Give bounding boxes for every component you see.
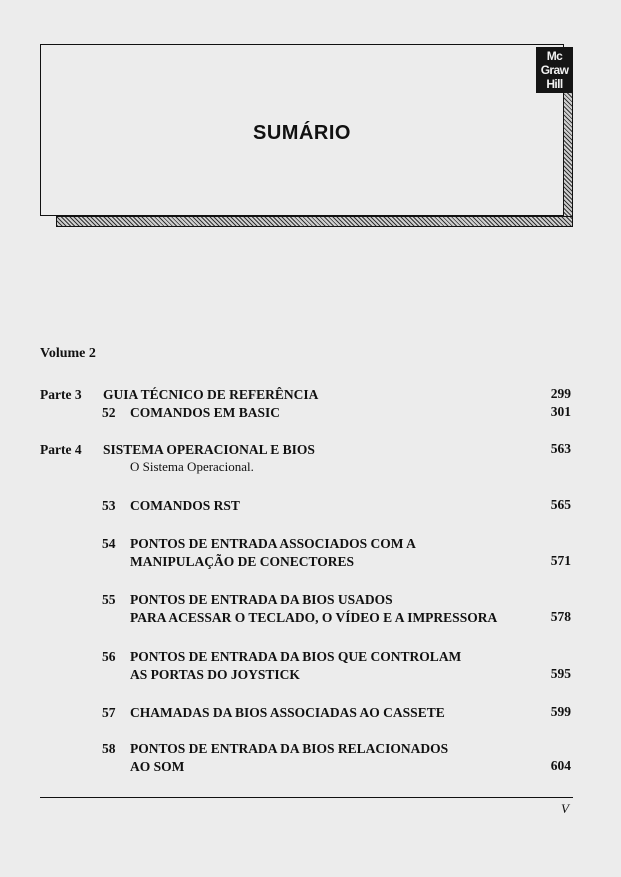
chapter-number: 55 — [102, 592, 116, 607]
page-title: SUMÁRIO — [253, 122, 351, 144]
folio: V — [561, 801, 569, 816]
page-number: 565 — [550, 497, 571, 512]
chapter-number: 57 — [102, 705, 116, 720]
header-shadow-bottom — [56, 216, 573, 227]
page-number: 604 — [550, 758, 571, 773]
volume-label: Volume 2 — [40, 346, 96, 361]
part-title: SISTEMA OPERACIONAL E BIOS — [103, 442, 315, 457]
chapter-title: PONTOS DE ENTRADA DA BIOS QUE CONTROLAM — [130, 649, 462, 664]
chapter-title-cont: MANIPULAÇÃO DE CONECTORES — [130, 554, 355, 569]
chapter-title-cont: AS PORTAS DO JOYSTICK — [130, 667, 300, 682]
chapter-title: PONTOS DE ENTRADA DA BIOS RELACIONADOS — [130, 741, 449, 756]
logo-line: Hill — [546, 77, 563, 91]
chapter-title: COMANDOS RST — [130, 498, 240, 513]
chapter-number: 58 — [102, 741, 116, 756]
chapter-title: PONTOS DE ENTRADA ASSOCIADOS COM A — [130, 536, 416, 551]
part-subtitle: O Sistema Operacional. — [130, 459, 254, 474]
logo-line: Graw — [540, 63, 569, 77]
part-label: Parte 4 — [40, 442, 82, 457]
header-shadow-right — [563, 92, 573, 227]
logo-line: Mc — [546, 49, 563, 63]
chapter-title: COMANDOS EM BASIC — [130, 405, 281, 420]
page-number: 599 — [550, 704, 571, 719]
chapter-number: 52 — [102, 405, 116, 420]
footer-rule — [40, 797, 573, 798]
page-number: 563 — [550, 441, 571, 456]
publisher-logo — [536, 47, 573, 93]
page-number: 301 — [550, 404, 571, 419]
page-number: 299 — [550, 386, 571, 401]
chapter-title: PONTOS DE ENTRADA DA BIOS USADOS — [130, 592, 393, 607]
chapter-title: CHAMADAS DA BIOS ASSOCIADAS AO CASSETE — [130, 705, 445, 720]
chapter-title-cont: AO SOM — [130, 759, 185, 774]
chapter-number: 56 — [102, 649, 116, 664]
chapter-number: 53 — [102, 498, 116, 513]
chapter-number: 54 — [102, 536, 116, 551]
page-number: 578 — [550, 609, 571, 624]
page-number: 571 — [550, 553, 571, 568]
page-number: 595 — [550, 666, 571, 681]
part-label: Parte 3 — [40, 387, 82, 402]
part-title: GUIA TÉCNICO DE REFERÊNCIA — [103, 387, 319, 402]
chapter-title-cont: PARA ACESSAR O TECLADO, O VÍDEO E A IMPRESSORA — [130, 610, 498, 625]
